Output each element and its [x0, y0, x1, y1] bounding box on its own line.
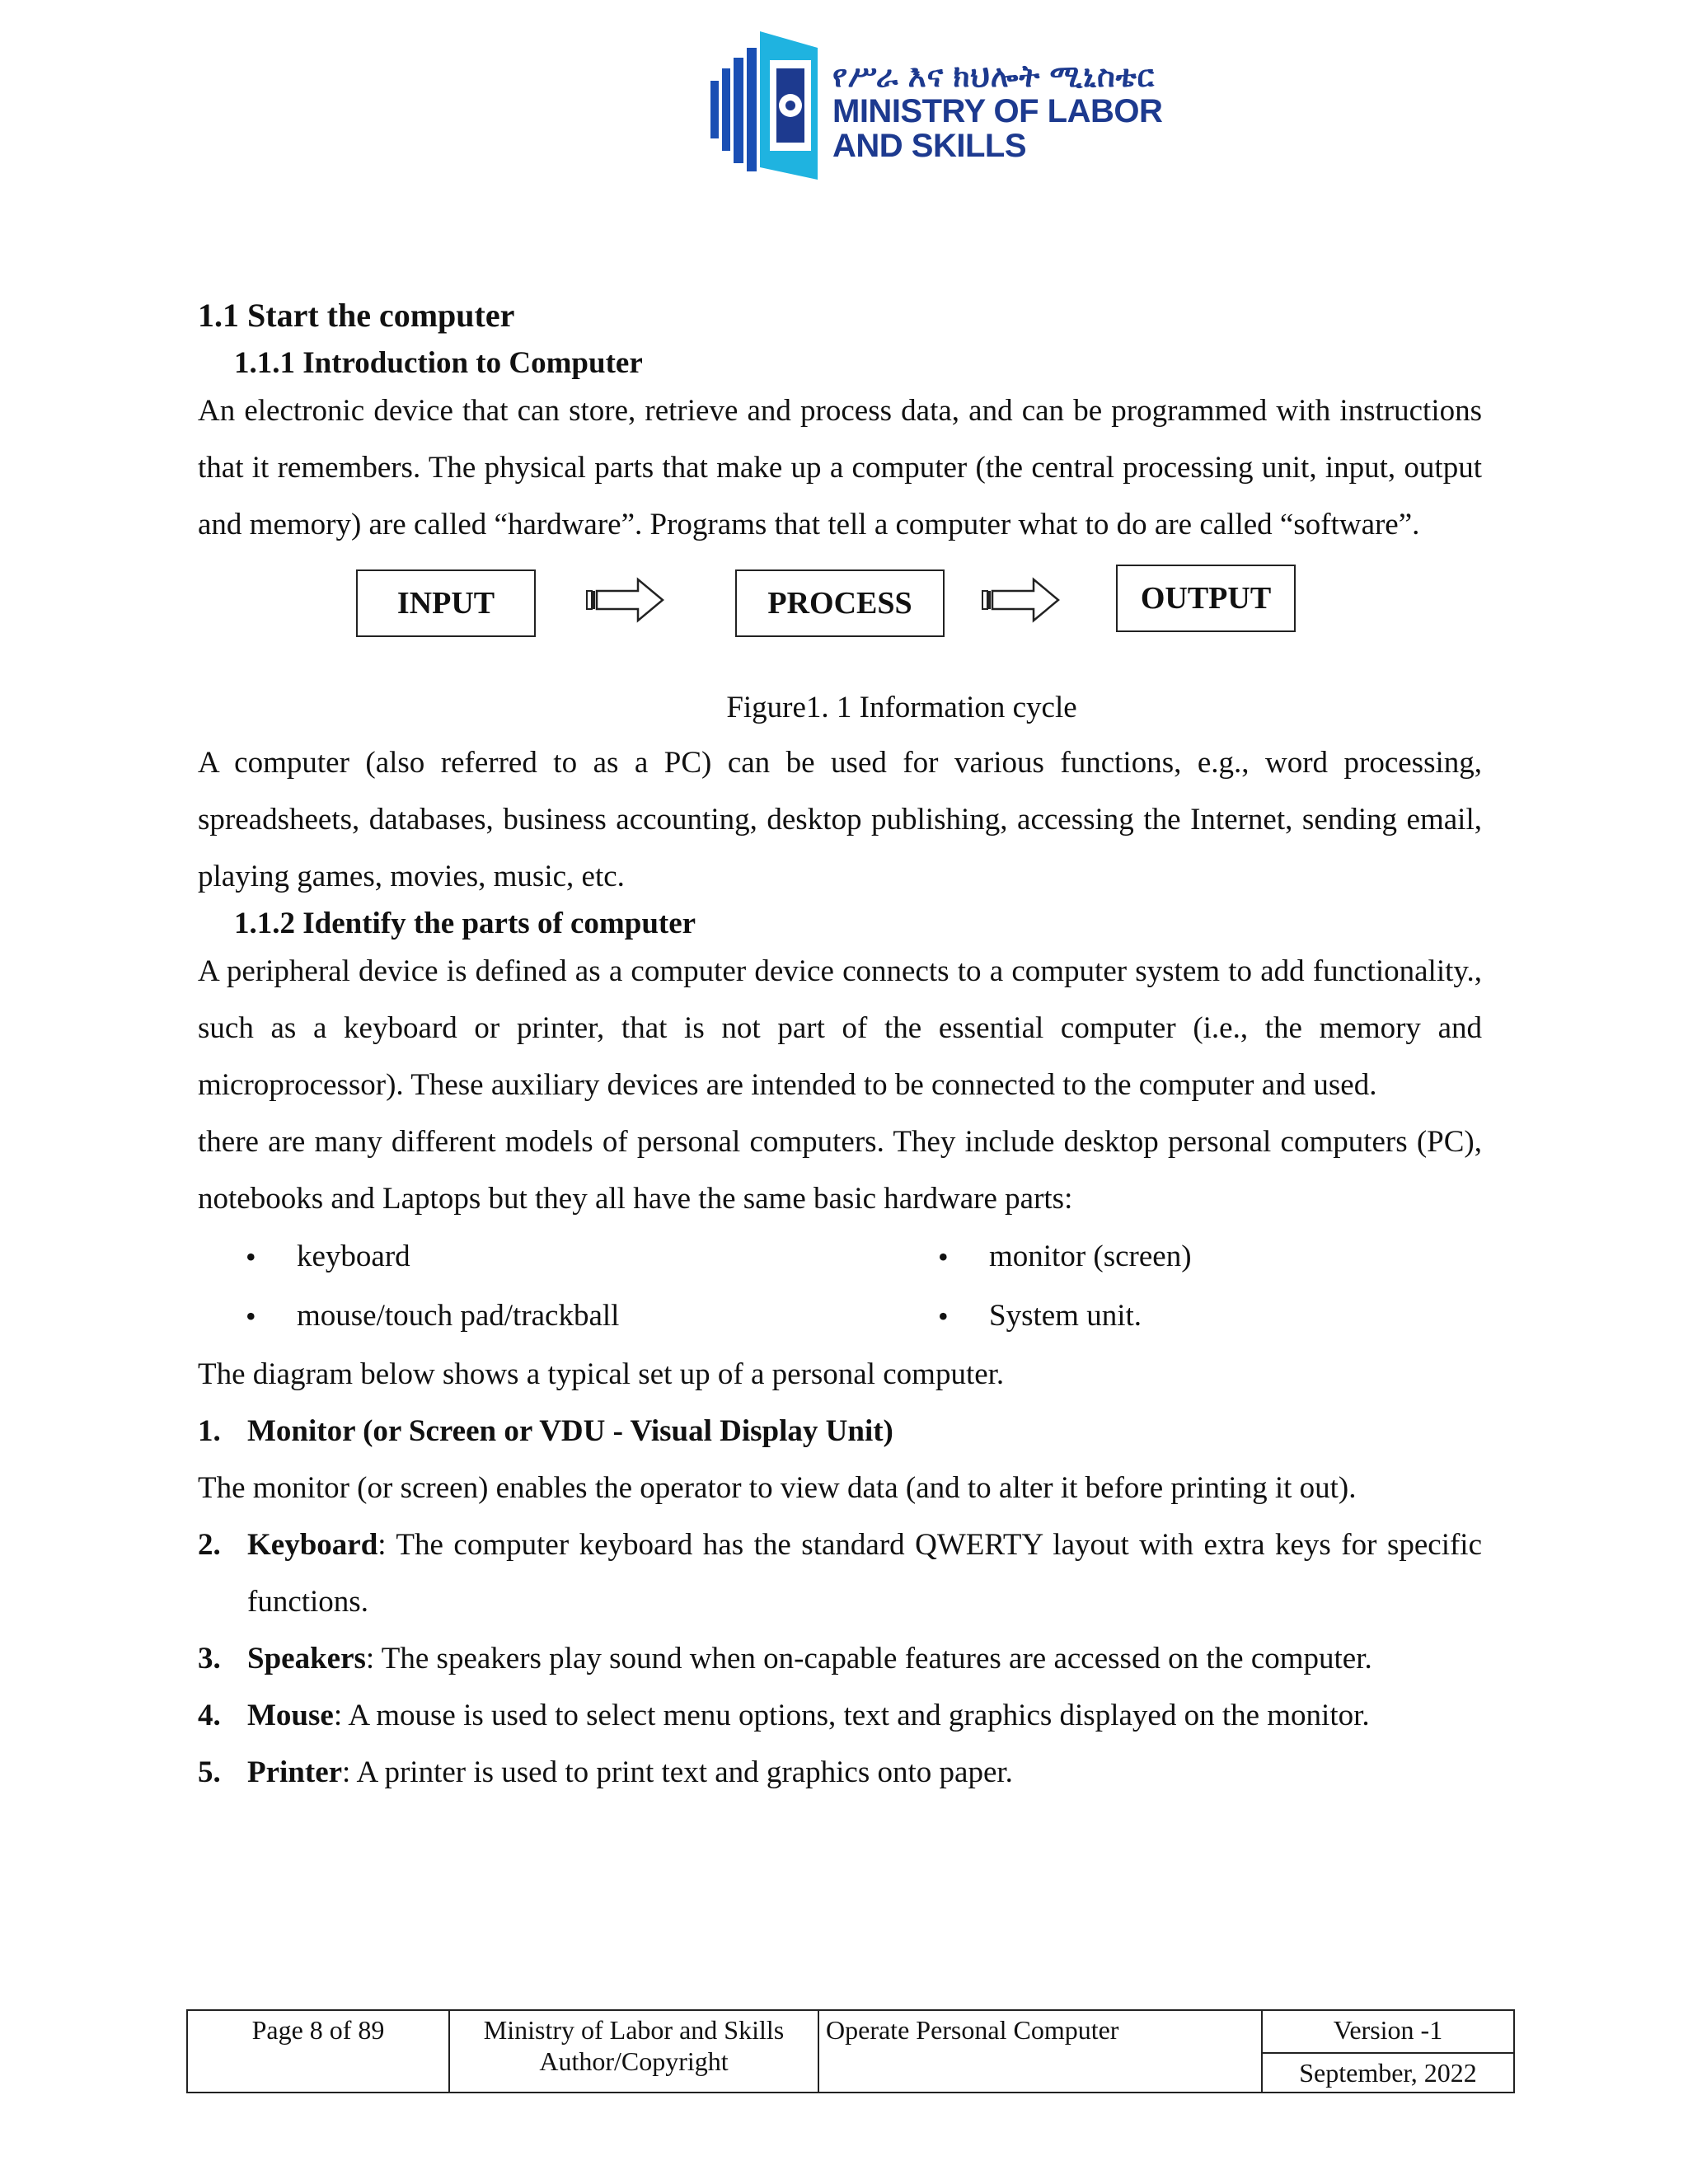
item-desc: : A printer is used to print text and graphics onto paper.: [342, 1755, 1013, 1789]
item-number: 2.: [198, 1528, 221, 1562]
logo-amharic: የሥራ እና ክህሎት ሚኒስቴር: [832, 59, 1156, 93]
hardware-parts-list: [198, 1227, 1482, 1346]
monitor-description: The monitor (or screen) enables the operator to view data (and to alter it before printing it out).: [198, 1471, 1357, 1505]
section-title: 1.1 Start the computer: [198, 297, 515, 334]
item-number: 3.: [198, 1642, 221, 1675]
intro-paragraph: An electronic device that can store, retrieve and process data, and can be programmed with instructions that it remembers. The physical parts that make up a computer (the central processing unit, input, output and memory) are called “hardware”. Programs that tell a computer what to do are called “software”.: [198, 394, 1482, 541]
footer-org-line2: Author/Copyright: [539, 2046, 729, 2076]
list-item: • keyboard: [198, 1227, 890, 1286]
item-term: Keyboard: [247, 1528, 378, 1562]
arrow-right-icon: [585, 574, 668, 624]
ministry-logo-text: [832, 59, 1162, 163]
footer-version: Version -1: [1262, 2010, 1514, 2053]
computer-parts-list: [198, 1403, 1482, 1460]
diagram-intro: The diagram below shows a typical set up of a personal computer.: [198, 1357, 1005, 1391]
footer-module: Operate Personal Computer: [818, 2010, 1262, 2093]
item-term: Speakers: [247, 1642, 366, 1675]
footer-org-line1: Ministry of Labor and Skills: [483, 2015, 785, 2045]
page-footer: [186, 2009, 1515, 2093]
list-item: [198, 1687, 1482, 1744]
figure-caption: Figure1. 1 Information cycle: [726, 691, 1077, 724]
subsection-title-intro: 1.1.1 Introduction to Computer: [234, 346, 643, 380]
item-term: Monitor (or Screen or VDU - Visual Display Unit): [247, 1414, 893, 1448]
item-term: Mouse: [247, 1699, 334, 1732]
list-item: • monitor (screen): [890, 1227, 1467, 1286]
list-item: [198, 1630, 1482, 1687]
uses-paragraph: A computer (also referred to as a PC) can be used for various functions, e.g., word processing, spreadsheets, databases, business accounting, desktop publishing, accessing the Internet, sending email, playing games, movies, music, etc.: [198, 746, 1482, 893]
process-box: PROCESS: [735, 569, 945, 637]
item-desc: : The speakers play sound when on-capable features are accessed on the computer.: [365, 1642, 1372, 1675]
subsection-title-parts: 1.1.2 Identify the parts of computer: [234, 907, 696, 940]
list-item: • mouse/touch pad/trackball: [198, 1286, 890, 1346]
computer-parts-list-continued: [198, 1516, 1482, 1801]
item-term: Printer: [247, 1755, 343, 1789]
peripheral-paragraph: A peripheral device is defined as a computer device connects to a computer system to add functionality., such as a keyboard or printer, that is not part of the essential computer (i.e., the memory and microprocessor). These auxiliary devices are intended to be connected to the computer and used.: [198, 954, 1482, 1102]
footer-date: September, 2022: [1262, 2053, 1514, 2093]
list-item: [198, 1516, 1482, 1630]
item-number: 4.: [198, 1699, 221, 1732]
footer-organization: [449, 2010, 818, 2093]
arrow-right-icon: [981, 574, 1063, 624]
footer-page-number: Page 8 of 89: [187, 2010, 449, 2093]
models-paragraph: there are many different models of personal computers. They include desktop personal computers (PC), notebooks and Laptops but they all have the same basic hardware parts:: [198, 1125, 1482, 1216]
list-item: [198, 1403, 1482, 1460]
list-item: [198, 1744, 1482, 1801]
list-item: • System unit.: [890, 1286, 1467, 1346]
item-desc: : The computer keyboard has the standard QWERTY layout with extra keys for specific functions.: [247, 1528, 1482, 1619]
logo-line1: MINISTRY OF LABOR: [832, 93, 1163, 129]
ministry-logo-icon: [710, 23, 834, 180]
information-cycle-diagram: [198, 556, 1482, 688]
logo-line2: AND SKILLS: [832, 128, 1026, 164]
item-number: 5.: [198, 1755, 221, 1789]
item-number: 1.: [198, 1414, 221, 1448]
input-box: INPUT: [356, 569, 536, 637]
page-content: [198, 287, 1482, 1801]
output-box: OUTPUT: [1116, 565, 1296, 632]
item-desc: : A mouse is used to select menu options, text and graphics displayed on the monitor.: [333, 1699, 1370, 1732]
